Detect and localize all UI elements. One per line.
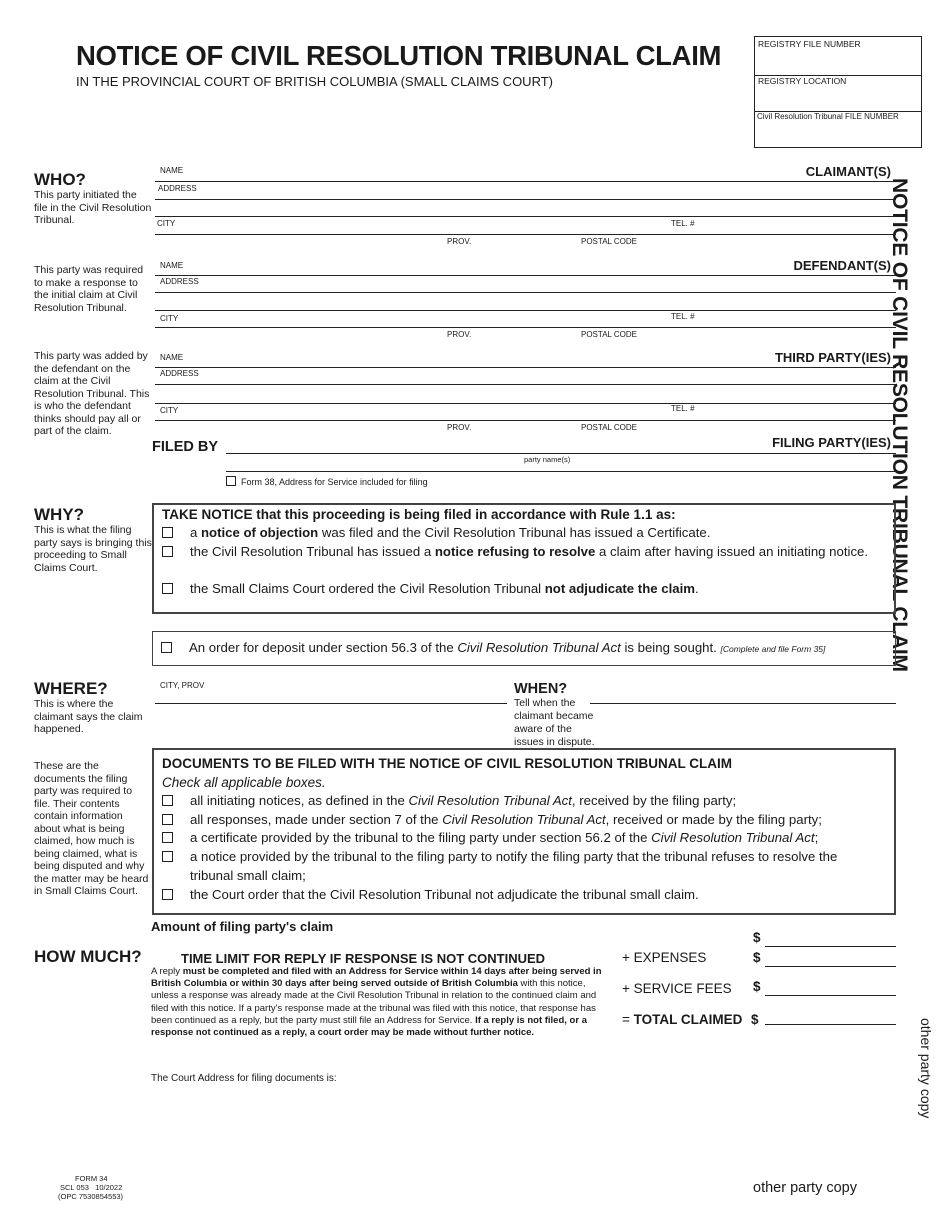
time-limit-p2: must be completed and filed with an Address for Service within 14 days after being served in British Columbia or within 30 days after being served outside of British Columbia: [151, 966, 602, 990]
time-limit-p4: If a reply is not filed, or a response not continued as a reply, a court order may be made without further notice.: [151, 1014, 587, 1039]
name-label: NAME: [160, 261, 184, 270]
deposit-note: [Complete and file Form 35]: [720, 644, 826, 654]
defendant-name-line[interactable]: [155, 275, 896, 276]
city-label: CITY: [157, 219, 176, 228]
claimant-name-line[interactable]: [155, 181, 896, 182]
d5-text: the Court order that the Civil Resolution Tribunal not adjudicate the tribunal small claim.: [190, 887, 699, 902]
who-heading: WHO?: [34, 170, 86, 189]
third-party-address-line[interactable]: [155, 384, 896, 385]
d1-text-c: , received by the filing party;: [571, 793, 737, 808]
city-prov-label: CITY, PROV: [160, 681, 205, 690]
d2-text-a: all responses, made under section 7 of the: [190, 812, 443, 827]
service-fees-line[interactable]: [765, 995, 896, 996]
prov-label: PROV.: [447, 237, 472, 246]
registry-file-number-field[interactable]: [755, 37, 921, 76]
third-party-city-line[interactable]: [155, 420, 896, 421]
total-prefix: =: [622, 1012, 634, 1027]
opt3-text-a: the Small Claims Court ordered the Civil Resolution Tribunal: [190, 581, 545, 596]
time-limit-p3: with this notice, unless a response was already made at the Civil Resolution Tribunal in relation to the continued claim and filed with this notice. If a party's response made at the tribunal was filed with this notice, that response has been continued as a reply, but the party must still file an Address for Service.: [151, 978, 597, 1026]
third-party-address-line-2[interactable]: [155, 403, 896, 404]
d1-text-a: all initiating notices, as defined in the: [190, 793, 409, 808]
d3-text-c: ;: [814, 830, 819, 845]
address-label: ADDRESS: [158, 184, 197, 193]
defendant-address-line[interactable]: [155, 292, 896, 293]
opt1-text-c: was filed and the Civil Resolution Tribunal has issued a Certificate.: [318, 525, 711, 540]
not-adjudicate-checkbox[interactable]: [162, 583, 173, 594]
how-much-heading: HOW MUCH?: [34, 947, 142, 966]
time-limit-text: [151, 966, 603, 1039]
why-description: This is what the filing party says is bringing this proceeding to Small Claims Court.: [34, 524, 152, 574]
expenses-label: + EXPENSES: [622, 950, 707, 965]
claimant-address-line-2[interactable]: [155, 216, 896, 217]
when-description: Tell when the claimant became aware of the issues in dispute.: [514, 697, 595, 748]
d1-text-b: Civil Resolution Tribunal Act: [408, 793, 572, 808]
time-limit-p1: A reply: [151, 966, 183, 977]
filed-by-line[interactable]: [226, 453, 896, 454]
amount-dollar-sign: $: [753, 930, 761, 945]
filing-party-role: FILING PARTY(IES): [772, 435, 891, 450]
filed-by-line-2[interactable]: [226, 471, 896, 472]
claimant-city-line[interactable]: [155, 234, 896, 235]
name-label: NAME: [160, 353, 184, 362]
prov-label: PROV.: [447, 330, 472, 339]
where-city-line[interactable]: [155, 703, 507, 704]
time-limit-title: TIME LIMIT FOR REPLY IF RESPONSE IS NOT CONTINUED: [181, 951, 546, 966]
tel-label: TEL. #: [671, 219, 695, 228]
third-party-role: THIRD PARTY(IES): [774, 350, 891, 365]
d3-text-b: Civil Resolution Tribunal Act: [651, 830, 815, 845]
address-label: ADDRESS: [160, 277, 199, 286]
amount-line[interactable]: [765, 946, 896, 947]
d2-text-b: Civil Resolution Tribunal Act: [442, 812, 606, 827]
where-heading: WHERE?: [34, 679, 108, 698]
expenses-dollar-sign: $: [753, 950, 761, 965]
party-names-label: party name(s): [524, 455, 571, 464]
address-label: ADDRESS: [160, 369, 199, 378]
prov-label: PROV.: [447, 423, 472, 432]
city-label: CITY: [160, 314, 179, 323]
opt2-text-b: notice refusing to resolve: [434, 544, 596, 559]
form-subtitle: IN THE PROVINCIAL COURT OF BRITISH COLUMBIA (SMALL CLAIMS COURT): [76, 74, 553, 89]
notice-of-objection-checkbox[interactable]: [162, 527, 173, 538]
registry-box: [754, 36, 922, 148]
take-notice-title: TAKE NOTICE that this proceeding is being filed in accordance with Rule 1.1 as:: [162, 507, 676, 522]
crt-file-number-field[interactable]: [755, 111, 921, 147]
deposit-text-b: Civil Resolution Tribunal Act: [457, 640, 621, 655]
refusing-to-resolve-checkbox[interactable]: [162, 546, 173, 557]
defendant-city-line[interactable]: [155, 327, 896, 328]
claimant-address-line[interactable]: [155, 199, 896, 200]
defendant-role: DEFENDANT(S): [793, 258, 891, 273]
when-date-line[interactable]: [590, 703, 896, 704]
total-claimed-label: [622, 1012, 742, 1027]
defendant-description: This party was required to make a response to the initial claim at Civil Resolution Tribunal.: [34, 264, 144, 314]
footer-form-code: SCL 053 10/2022: [60, 1183, 123, 1192]
registry-location-label: REGISTRY LOCATION: [758, 76, 847, 86]
tel-label: TEL. #: [671, 312, 695, 321]
total-claimed-text: TOTAL CLAIMED: [633, 1012, 743, 1027]
form-title: NOTICE OF CIVIL RESOLUTION TRIBUNAL CLAIM: [76, 40, 722, 71]
why-heading: WHY?: [34, 505, 85, 524]
vertical-title: NOTICE OF CIVIL RESOLUTION TRIBUNAL CLAIM: [888, 178, 911, 672]
deposit-text-c: is being sought.: [620, 640, 721, 655]
certificate-checkbox[interactable]: [162, 832, 173, 843]
footer-opc-number: (OPC 7530854553): [58, 1192, 124, 1201]
filed-by-label: FILED BY: [152, 439, 219, 455]
documents-instruction: Check all applicable boxes.: [162, 775, 326, 790]
postal-code-label: POSTAL CODE: [581, 423, 638, 432]
d4-text: a notice provided by the tribunal to the filing party to notify the filing party that the tribunal refuses to resolve the tribunal small claim;: [190, 849, 838, 883]
footer-form-number: FORM 34: [75, 1174, 108, 1183]
opt2-text-a: the Civil Resolution Tribunal has issued a: [190, 544, 435, 559]
third-party-name-line[interactable]: [155, 367, 896, 368]
claimant-description: This party initiated the file in the Civil Resolution Tribunal.: [34, 189, 152, 226]
total-dollar-sign: $: [751, 1012, 759, 1027]
service-fees-label: + SERVICE FEES: [622, 981, 732, 996]
registry-location-field[interactable]: [755, 75, 921, 112]
postal-code-label: POSTAL CODE: [581, 237, 638, 246]
opt2-text-c: a claim after having issued an initiating notice.: [595, 544, 869, 559]
responses-checkbox[interactable]: [162, 814, 173, 825]
tel-label: TEL. #: [671, 404, 695, 413]
documents-description: These are the documents the filing party was required to file. Their contents contain information about what is being claimed, how much is being claimed, what is being disputed and why the matter may be heard in Small Claims Court.: [34, 760, 149, 897]
d3-text-a: a certificate provided by the tribunal to the filing party under section 56.2 of the: [190, 830, 652, 845]
expenses-line[interactable]: [765, 966, 896, 967]
court-address-label: The Court Address for filing documents is:: [151, 1073, 337, 1084]
crt-file-number-label: Civil Resolution Tribunal FILE NUMBER: [757, 112, 899, 121]
court-order-checkbox[interactable]: [162, 889, 173, 900]
refusal-notice-checkbox[interactable]: [162, 851, 173, 862]
amount-label: Amount of filing party's claim: [151, 919, 334, 934]
footer-copy-label: other party copy: [753, 1180, 857, 1196]
where-description: This is where the claimant says the claim happened.: [34, 698, 143, 735]
take-notice-box: [152, 503, 896, 614]
when-heading: WHEN?: [514, 681, 568, 697]
name-label: NAME: [160, 166, 184, 175]
deposit-checkbox[interactable]: [161, 642, 172, 653]
d2-text-c: , received or made by the filing party;: [605, 812, 822, 827]
registry-file-number-label: REGISTRY FILE NUMBER: [758, 39, 861, 49]
defendant-address-line-2[interactable]: [155, 310, 896, 311]
opt3-text-c: .: [694, 581, 699, 596]
initiating-notices-checkbox[interactable]: [162, 795, 173, 806]
documents-box: [152, 748, 896, 915]
form38-checkbox[interactable]: [226, 476, 236, 486]
opt1-text-b: notice of objection: [201, 525, 319, 540]
deposit-text-a: An order for deposit under section 56.3 of the: [189, 640, 458, 655]
deposit-box: [152, 631, 896, 666]
claimant-role: CLAIMANT(S): [805, 164, 891, 179]
form38-label: Form 38, Address for Service included for filing: [241, 477, 428, 487]
service-fees-dollar-sign: $: [753, 979, 761, 994]
city-label: CITY: [160, 406, 179, 415]
opt1-text-a: a: [190, 525, 201, 540]
documents-title: DOCUMENTS TO BE FILED WITH THE NOTICE OF CIVIL RESOLUTION TRIBUNAL CLAIM: [162, 756, 732, 771]
postal-code-label: POSTAL CODE: [581, 330, 638, 339]
opt3-text-b: not adjudicate the claim: [544, 581, 695, 596]
third-party-description: This party was added by the defendant on the claim at the Civil Resolution Tribunal. This is who the defendant thinks should pay all or part of the claim.: [34, 350, 150, 437]
total-claimed-line[interactable]: [765, 1024, 896, 1025]
vertical-copy-label: other party copy: [918, 1018, 934, 1119]
